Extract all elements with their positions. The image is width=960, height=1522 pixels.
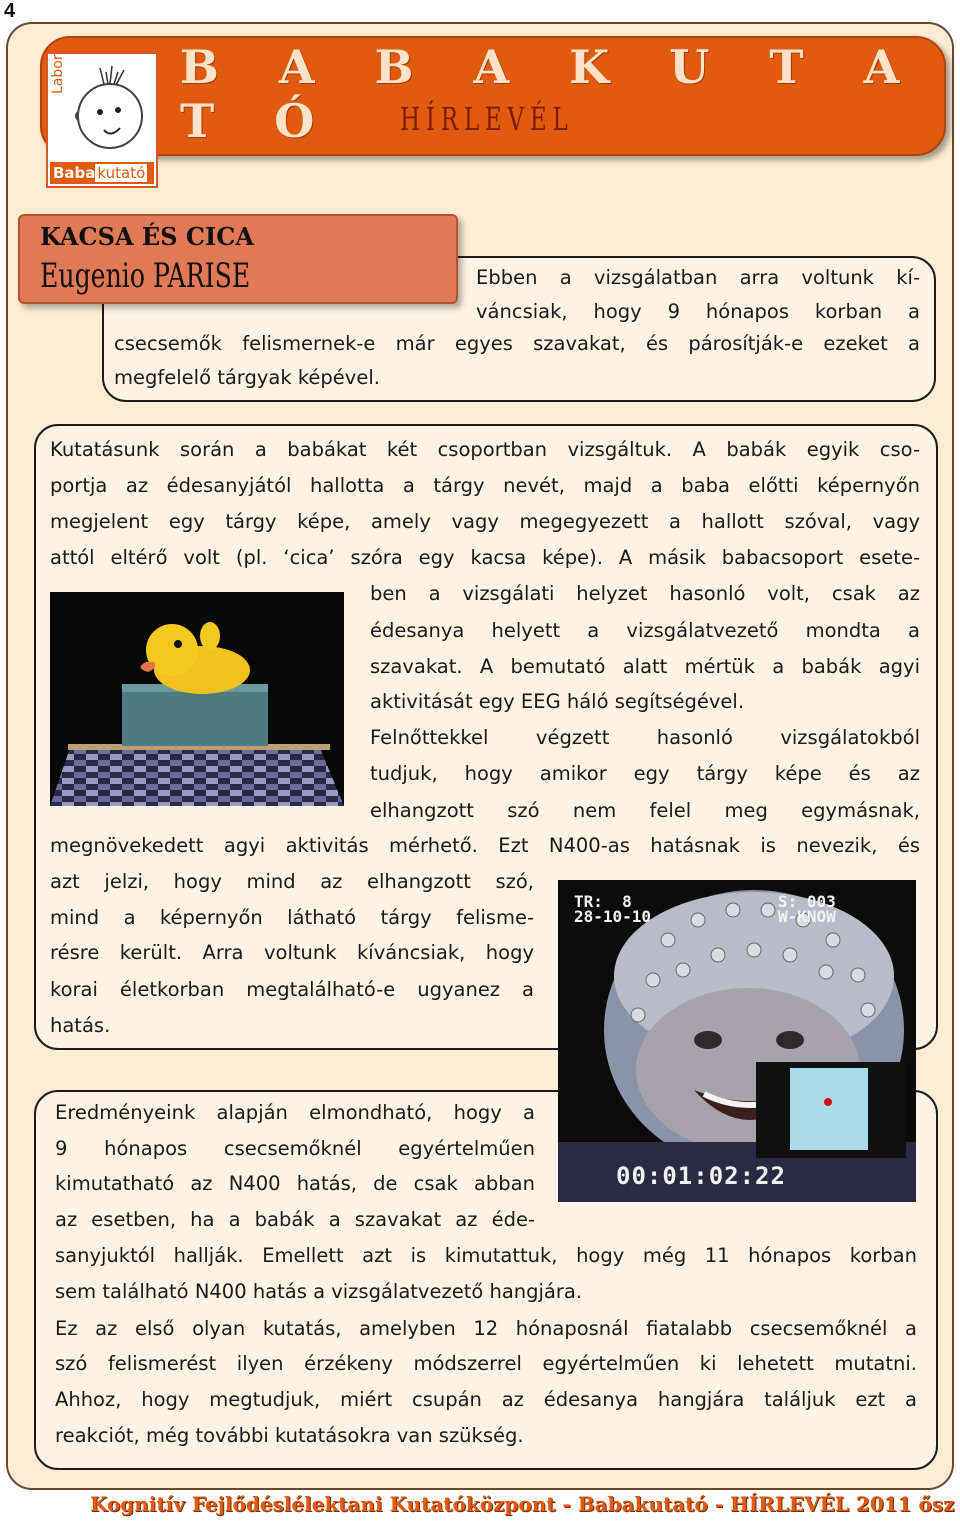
results-line: szó felismerést ilyen érzékeny módszerrel egyértelműen ki lehetett mutatni. [55,1352,917,1375]
body-line: korai életkorban megtalálható-e ugyanez a [50,978,534,1001]
results-line: reakciót, még további kutatásokra van szükség. [55,1424,524,1447]
body-line: megjelent egy tárgy képe, amely vagy megegyezett a hallott szóval, vagy [50,510,920,533]
intro-line: csecsemők felismernek-e már egyes szavakat, és párosítják-e ezeket a [114,332,920,355]
eeg-overlay-left: TR: 8 28-10-10 [574,892,652,926]
body-line: Kutatásunk során a babákat két csoportban vizsgáltuk. A babák egyik cso- [50,438,920,461]
body-line: portja az édesanyjától hallotta a tárgy nevét, majd a baba előtti képernyőn [50,474,920,497]
results-line: Ez az első olyan kutatás, amelyben 12 hónaposnál fiatalabb csecsemőknél a [55,1317,917,1340]
eeg-overlay-right: S: 003 W-KNOW [778,892,836,926]
results-line: 9 hónapos csecsemőknél egyértelműen [55,1137,535,1160]
logo-labor-text: Labor [50,54,66,94]
body-line: hatás. [50,1014,111,1037]
intro-line: megfelelő tárgyak képével. [114,366,380,389]
results-line: sanyjuktól hallják. Emellett azt is kimutattuk, hogy még 11 hónapos korban [55,1244,917,1267]
page-number: 4 [4,0,16,22]
duck-on-screen-image [50,592,344,806]
eeg-timecode: 00:01:02:22 [616,1162,786,1190]
results-line: Ahhoz, hogy megtudjuk, miért csupán az édesanya hangjára találjuk ezt a [55,1388,917,1411]
body-line: szavakat. A bemutató alatt mértük a babák agyi [370,655,920,678]
body-line: Felnőttekkel végzett hasonló vizsgálatokból [370,726,920,749]
page-footer: Kognitív Fejlődéslélektani Kutatóközpont - Babakutató - HÍRLEVÉL 2011 ősz [90,1492,955,1516]
results-line: az esetben, ha a babák a szavakat az éde- [55,1208,535,1231]
results-line: kimutatható az N400 hatás, de csak abban [55,1172,535,1195]
article-title: KACSA ÉS CICA [40,222,254,251]
body-line: tudjuk, hogy amikor egy tárgy képe és az [370,762,920,785]
intro-line: váncsiak, hogy 9 hónapos korban a [476,300,920,323]
body-line: ben a vizsgálati helyzet hasonló volt, csak az [370,582,920,605]
labor-babakutato-logo [46,52,158,188]
results-line: sem található N400 hatás a vizsgálatvezető hangjára. [55,1280,583,1303]
newsletter-title: B A B A K U T A T Ó [180,40,922,148]
logo-brand-part2: kutató [97,164,146,182]
body-line: résre került. Arra voltunk kíváncsiak, hogy [50,941,534,964]
article-author: Eugenio PARISE [40,256,251,296]
body-line: azt jelzi, hogy mind az elhangzott szó, [50,870,534,893]
logo-brand-part1: Baba [53,164,96,182]
results-line: Eredményeink alapján elmondható, hogy a [55,1101,535,1124]
body-line: édesanya helyett a vizsgálatvezető mondta a [370,619,920,642]
intro-line: Ebben a vizsgálatban arra voltunk kí- [476,266,920,289]
body-line: elhangzott szó nem felel meg egymásnak, [370,799,920,822]
logo-brand-text [50,162,154,184]
body-line: mind a képernyőn látható tárgy felisme- [50,906,534,929]
newsletter-subtitle: HÍRLEVÉL [400,100,574,138]
eeg-baby-image [558,880,916,1202]
body-line: attól eltérő volt (pl. ‘cica’ szóra egy kacsa képe). A másik babacsoport esete- [50,546,920,569]
body-line: aktivitását egy EEG háló segítségével. [370,690,745,713]
body-line: megnövekedett agyi aktivitás mérhető. Ezt N400-as hatásnak is nevezik, és [50,834,920,857]
